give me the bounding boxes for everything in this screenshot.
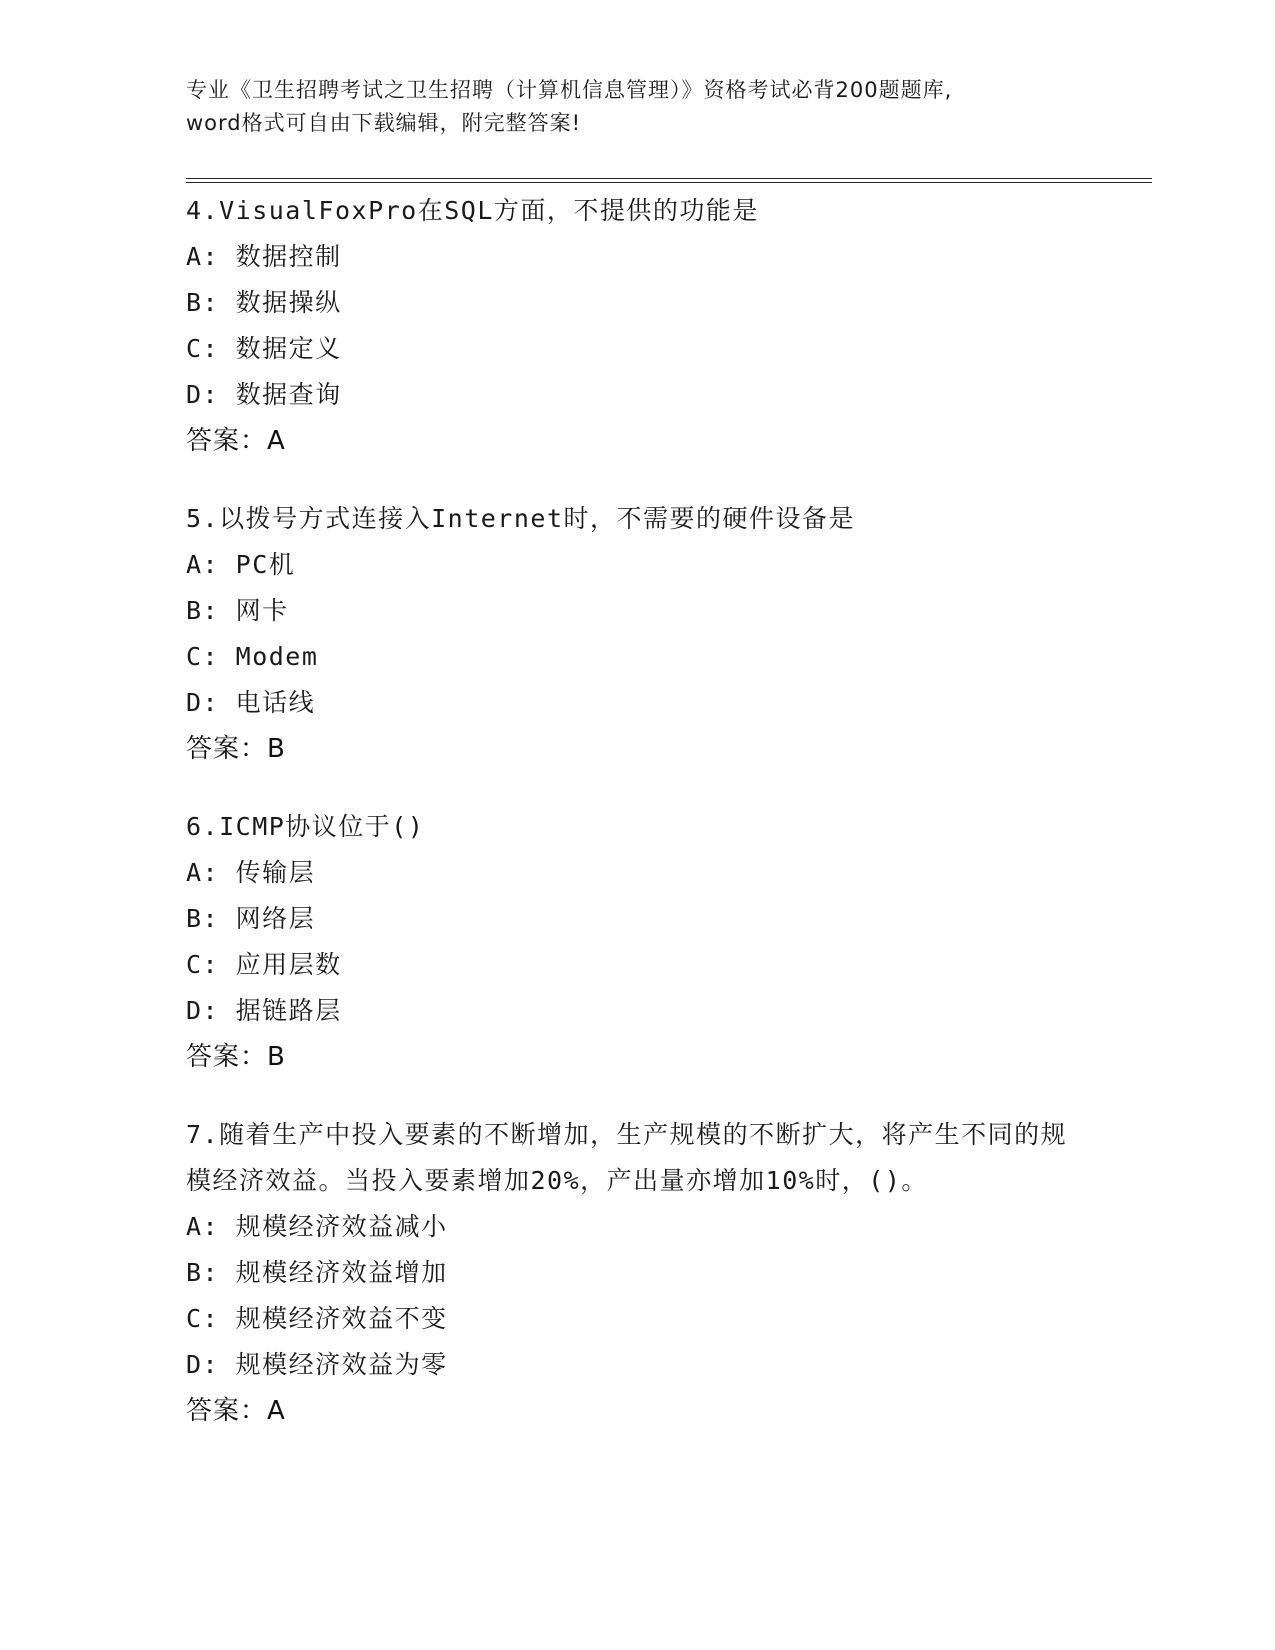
answer-line: 答案：A — [186, 426, 286, 456]
question-list — [186, 188, 1086, 1466]
option-b: B: 数据操纵 — [186, 288, 342, 317]
document-header — [186, 74, 1086, 140]
option-c: C: 规模经济效益不变 — [186, 1304, 448, 1333]
option-b: B: 网络层 — [186, 904, 316, 933]
option-d: D: 电话线 — [186, 688, 316, 717]
option-d: D: 据链路层 — [186, 996, 342, 1025]
option-c: C: 数据定义 — [186, 334, 342, 363]
answer-line: 答案：A — [186, 1396, 286, 1426]
question-stem: 5.以拨号方式连接入Internet时，不需要的硬件设备是 — [186, 504, 856, 533]
question-7 — [186, 1112, 1086, 1434]
question-4 — [186, 188, 1086, 464]
option-c: C: Modem — [186, 642, 319, 671]
question-stem: 4.VisualFoxPro在SQL方面，不提供的功能是 — [186, 196, 759, 225]
option-a: A: 规模经济效益减小 — [186, 1212, 448, 1241]
question-6 — [186, 804, 1086, 1080]
option-d: D: 规模经济效益为零 — [186, 1350, 448, 1379]
option-d: D: 数据查询 — [186, 380, 342, 409]
option-a: A: 数据控制 — [186, 242, 342, 271]
option-c: C: 应用层数 — [186, 950, 342, 979]
option-b: B: 网卡 — [186, 596, 289, 625]
option-a: A: 传输层 — [186, 858, 316, 887]
header-subtitle-line: word格式可自由下载编辑，附完整答案! — [186, 111, 582, 135]
question-stem: 7.随着生产中投入要素的不断增加，生产规模的不断扩大，将产生不同的规模经济效益。当投入要素增加20%，产出量亦增加10%时，()。 — [186, 1120, 1068, 1195]
question-stem: 6.ICMP协议位于() — [186, 812, 425, 841]
answer-line: 答案：B — [186, 734, 286, 764]
header-double-rule — [186, 178, 1152, 183]
option-b: B: 规模经济效益增加 — [186, 1258, 448, 1287]
question-5 — [186, 496, 1086, 772]
option-a: A: PC机 — [186, 550, 296, 579]
header-title-line: 专业《卫生招聘考试之卫生招聘（计算机信息管理）》资格考试必背200题题库, — [186, 78, 953, 102]
answer-line: 答案：B — [186, 1042, 286, 1072]
